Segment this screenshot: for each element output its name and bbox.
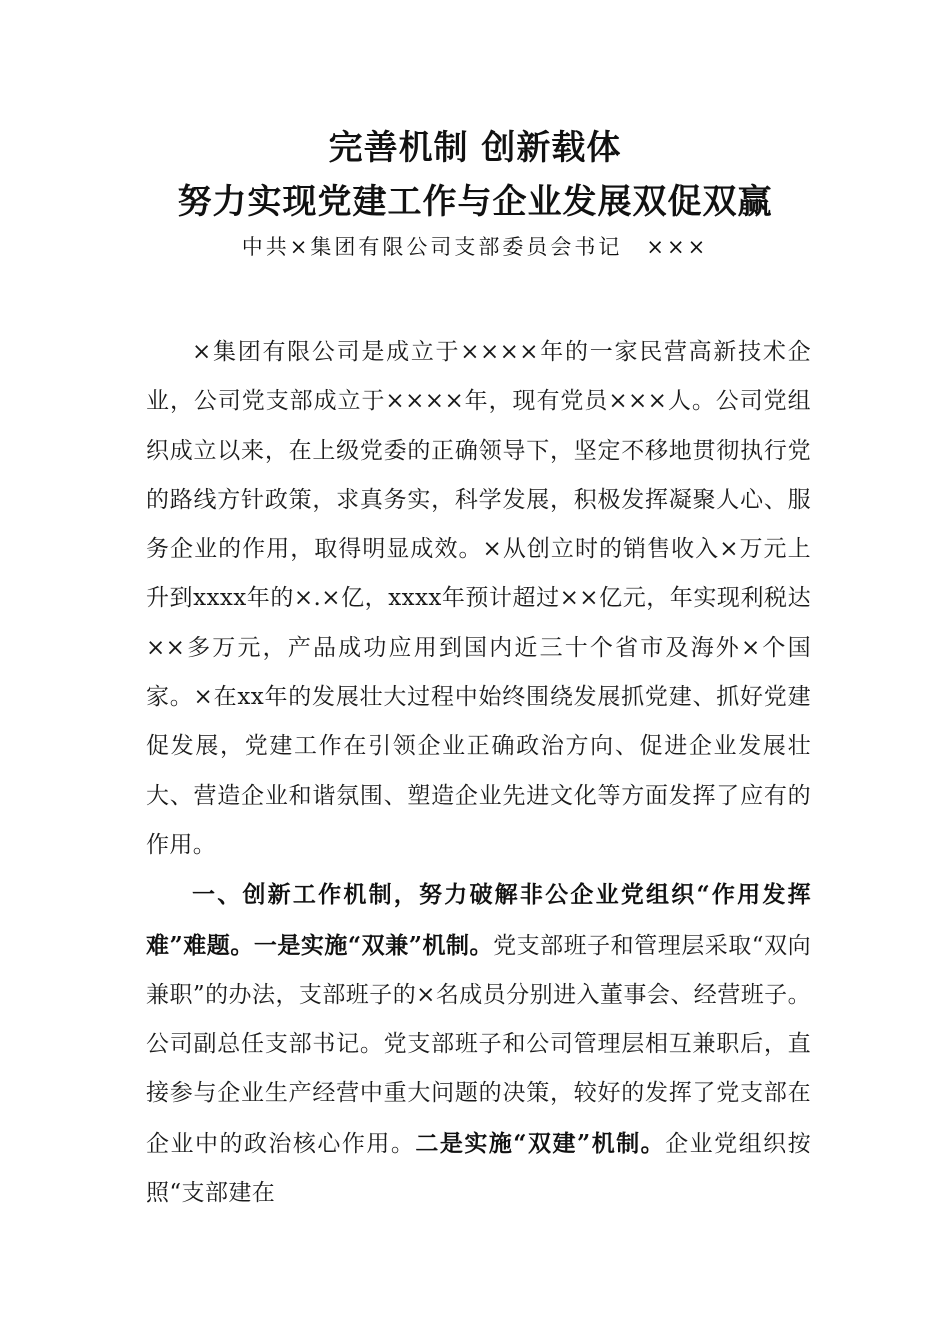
section-heading: 一、创新工作机制，努力破解非公企业党组织“作用发挥难”难题。 — [146, 881, 811, 959]
author-line: 中共×集团有限公司支部委员会书记 ××× — [241, 235, 709, 259]
paragraph-intro: ×集团有限公司是成立于××××年的一家民营高新技术企业，公司党支部成立于××××年，现有党员×××人。公司党组织成立以来，在上级党委的正确领导下，坚定不移地贯彻执行党的路线方针政策，求真务实，科学发展，积极发挥凝聚人心、服务企业的作用，取得明显成效。×从创立时的销售收入×万元上升到xxxx年的×.×亿，xxxx年预计超过××亿元，年实现利税达××多万元，产品成功应用到国内近三十个省市及海外×个国家。×在xx年的发展壮大过程中始终围绕发展抓党建、抓好党建促发展，党建工作在引领企业正确政治方向、促进企业发展壮大、营造企业和谐氛围、塑造企业先进文化等方面发挥了应有的作用。 — [146, 339, 811, 858]
document-body — [146, 328, 811, 1218]
point-2-text: 企业党组织按照“支部建在 — [146, 1130, 812, 1207]
point-1-label: 一是实施“双兼”机制。 — [253, 931, 494, 959]
document-title-line-1: 完善机制 创新载体 — [328, 128, 622, 168]
paragraph-section-1 — [146, 870, 811, 1218]
point-1-text: 党支部班子和管理层采取“双向兼职”的办法，支部班子的×名成员分别进入董事会、经营班子。公司副总任支部书记。党支部班子和公司管理层相互兼职后，直接参与企业生产经营中重大问题的决策，较好的发挥了党支部在企业中的政治核心作用。 — [146, 932, 812, 1157]
point-2-label: 二是实施“双建”机制。 — [415, 1129, 666, 1157]
document-title-line-2: 努力实现党建工作与企业发展双促双赢 — [177, 182, 773, 222]
